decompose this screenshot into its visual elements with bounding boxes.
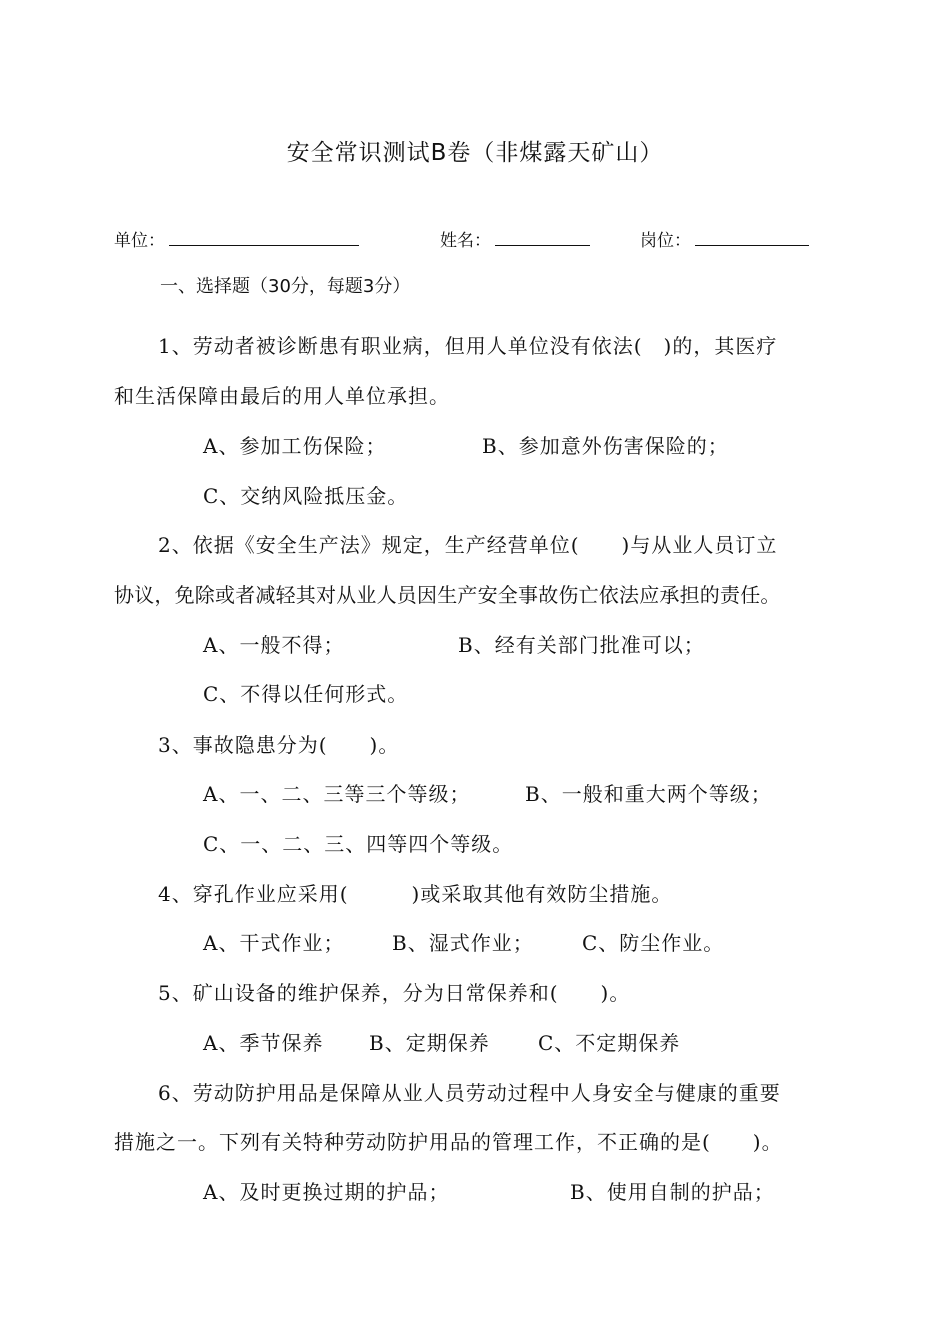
question-6-option-a[interactable]: A、及时更换过期的护品； xyxy=(203,1180,450,1204)
question-2-line-2: 协议，免除或者减轻其对从业人员因生产安全事故伤亡依法应承担的责任。 xyxy=(114,583,781,607)
question-3-option-b[interactable]: B、一般和重大两个等级； xyxy=(525,782,772,806)
question-4-option-a[interactable]: A、干式作业； xyxy=(203,931,345,955)
question-1-option-a[interactable]: A、参加工伤保险； xyxy=(203,434,387,458)
question-2-option-a[interactable]: A、一般不得； xyxy=(203,633,345,657)
unit-blank[interactable] xyxy=(169,229,359,246)
question-5-option-a[interactable]: A、季节保养 xyxy=(203,1031,324,1055)
question-6-line-1: 6、劳动防护用品是保障从业人员劳动过程中人身安全与健康的重要 xyxy=(158,1081,781,1105)
question-5-line-1: 5、矿山设备的维护保养，分为日常保养和( )。 xyxy=(158,981,631,1005)
name-field[interactable] xyxy=(440,226,590,251)
question-4-option-c[interactable]: C、防尘作业。 xyxy=(582,931,725,955)
question-4-option-b[interactable]: B、湿式作业； xyxy=(392,931,534,955)
question-3-option-c[interactable]: C、一、二、三、四等四个等级。 xyxy=(203,832,514,856)
question-2-option-b[interactable]: B、经有关部门批准可以； xyxy=(458,633,705,657)
post-blank[interactable] xyxy=(695,229,809,246)
name-label: 姓名： xyxy=(440,231,491,251)
question-1-line-1: 1、劳动者被诊断患有职业病，但用人单位没有依法( )的，其医疗 xyxy=(158,334,778,358)
question-2-line-1: 2、依据《安全生产法》规定，生产经营单位( )与从业人员订立 xyxy=(158,533,778,557)
document-title: 安全常识测试B卷（非煤露天矿山） xyxy=(286,140,664,166)
question-5-option-b[interactable]: B、定期保养 xyxy=(369,1031,490,1055)
question-5-option-c[interactable]: C、不定期保养 xyxy=(538,1031,681,1055)
question-4-line-1: 4、穿孔作业应采用( )或采取其他有效防尘措施。 xyxy=(158,882,673,906)
unit-field[interactable] xyxy=(114,226,359,251)
question-6-line-2: 措施之一。下列有关特种劳动防护用品的管理工作，不正确的是( )。 xyxy=(114,1130,783,1154)
unit-label: 单位： xyxy=(114,231,165,251)
post-label: 岗位： xyxy=(640,231,691,251)
question-2-option-c[interactable]: C、不得以任何形式。 xyxy=(203,682,409,706)
section-title: 一、选择题（30分，每题3分） xyxy=(160,276,411,297)
post-field[interactable] xyxy=(640,226,809,251)
question-1-line-2: 和生活保障由最后的用人单位承担。 xyxy=(114,384,450,408)
question-1-option-c[interactable]: C、交纳风险抵压金。 xyxy=(203,484,409,508)
question-6-option-b[interactable]: B、使用自制的护品； xyxy=(570,1180,775,1204)
question-3-line-1: 3、事故隐患分为( )。 xyxy=(158,733,400,757)
name-blank[interactable] xyxy=(495,229,590,246)
question-1-option-b[interactable]: B、参加意外伤害保险的； xyxy=(482,434,729,458)
question-3-option-a[interactable]: A、一、二、三等三个等级； xyxy=(203,782,471,806)
